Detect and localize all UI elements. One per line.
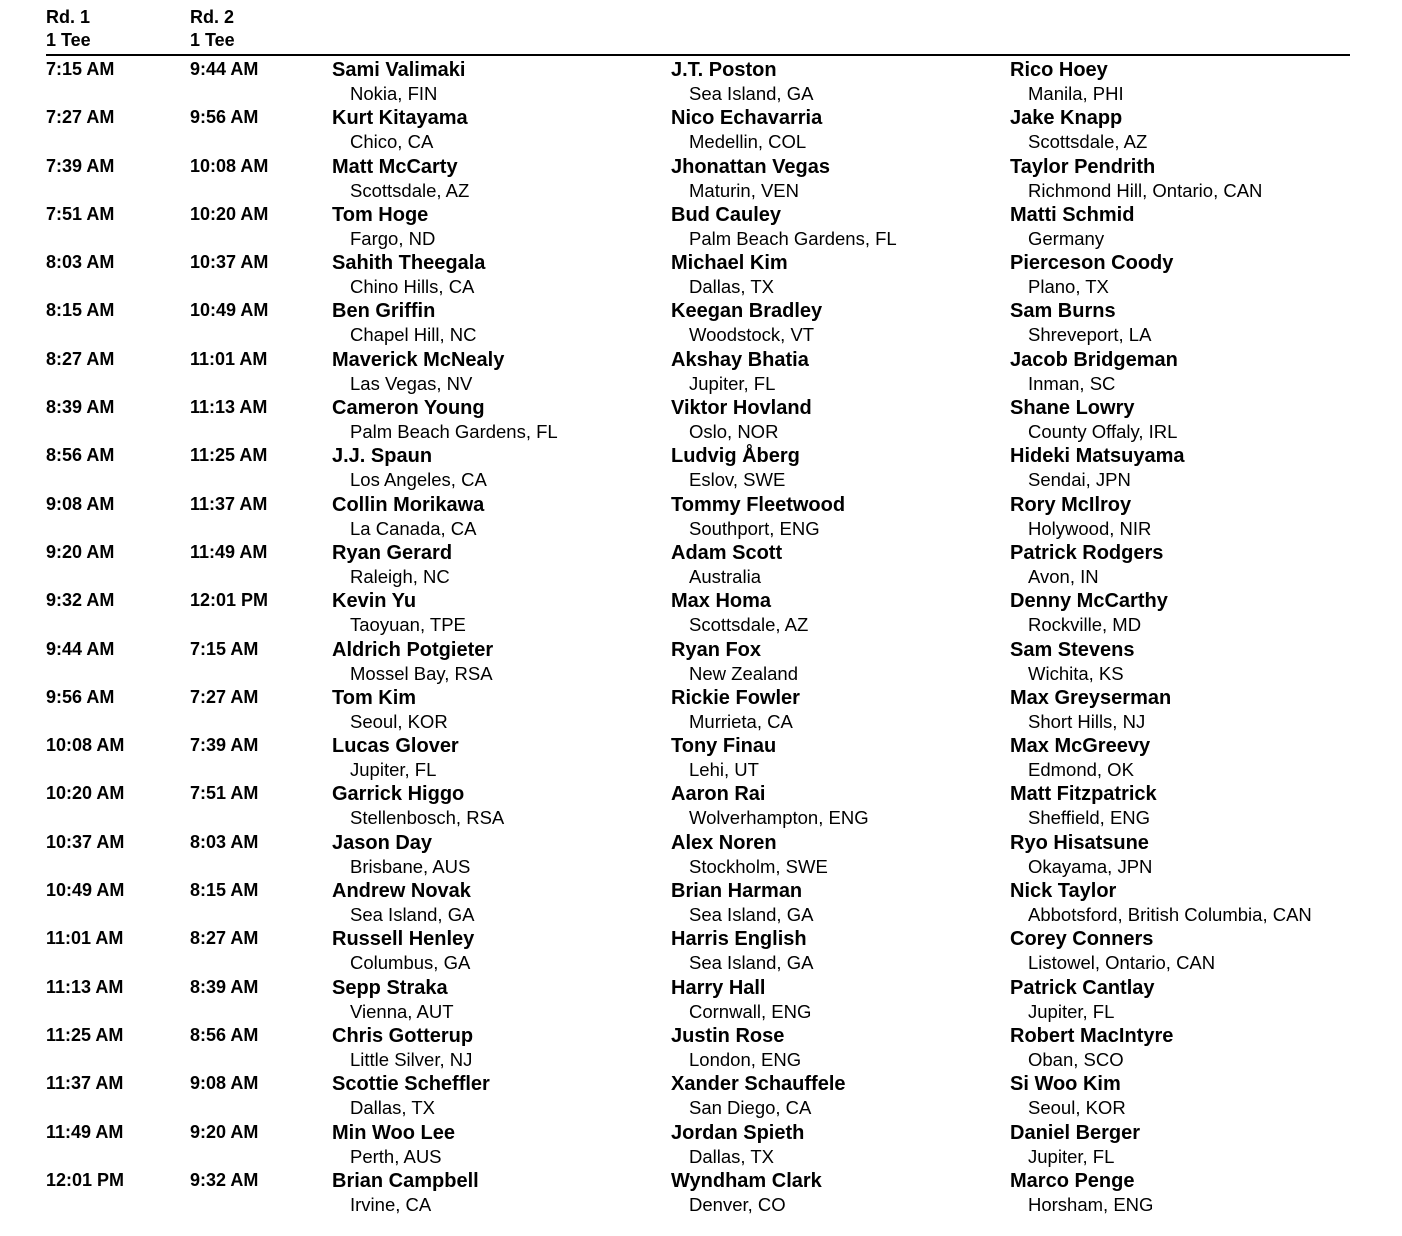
round2-time: 10:37 AM	[190, 252, 269, 273]
round1-time: 11:13 AM	[46, 976, 124, 997]
player-hometown: Brisbane, AUS	[350, 855, 471, 877]
player-name: Taylor Pendrith	[1010, 155, 1156, 178]
tee-time-row	[0, 1024, 1402, 1072]
round1-time: 8:03 AM	[46, 252, 115, 273]
player-name: Tom Kim	[332, 686, 417, 709]
player-name: Michael Kim	[671, 252, 788, 275]
round1-time: 9:44 AM	[46, 638, 115, 659]
player-name: Scottie Scheffler	[332, 1073, 490, 1096]
player-hometown: Chico, CA	[350, 131, 434, 153]
header-divider	[46, 54, 1350, 56]
player-name: Matt McCarty	[332, 155, 458, 178]
column-header	[0, 6, 1402, 54]
round2-time: 7:39 AM	[190, 735, 259, 756]
player-hometown: Chapel Hill, NC	[350, 324, 477, 346]
player-entry	[671, 782, 869, 829]
player-name: Corey Conners	[1010, 928, 1154, 951]
player-name: Sahith Theegala	[332, 252, 486, 275]
player-entry	[1010, 1121, 1140, 1168]
player-hometown: New Zealand	[689, 662, 799, 684]
player-entry	[671, 638, 798, 685]
player-entry	[671, 589, 808, 636]
player-name: Hideki Matsuyama	[1010, 445, 1185, 468]
player-hometown: Okayama, JPN	[1028, 855, 1153, 877]
player-entry	[332, 879, 474, 926]
round2-header	[190, 6, 235, 52]
player-hometown: Manila, PHI	[1028, 83, 1124, 104]
player-name: Alex Noren	[671, 831, 777, 854]
player-hometown: Horsham, ENG	[1028, 1193, 1154, 1215]
player-entry	[332, 348, 504, 395]
player-hometown: Edmond, OK	[1028, 759, 1134, 781]
round2-time: 12:01 PM	[190, 590, 269, 611]
player-hometown: Germany	[1028, 227, 1105, 249]
round2-time: 11:25 AM	[190, 445, 268, 466]
tee-time-row	[0, 251, 1402, 299]
player-hometown: Southport, ENG	[689, 517, 820, 539]
player-hometown: Vienna, AUT	[350, 1000, 454, 1022]
player-hometown: Maturin, VEN	[689, 179, 800, 201]
player-hometown: Seoul, KOR	[1028, 1097, 1126, 1119]
round1-time: 10:49 AM	[46, 880, 125, 901]
round1-time: 11:25 AM	[46, 1024, 124, 1045]
player-name: Robert MacIntyre	[1010, 1024, 1174, 1047]
player-entry	[332, 493, 484, 540]
player-hometown: Sea Island, GA	[689, 952, 814, 974]
player-hometown: Raleigh, NC	[350, 565, 450, 587]
player-name: Lucas Glover	[332, 735, 459, 758]
round2-time: 11:37 AM	[190, 493, 268, 514]
player-entry	[1010, 348, 1178, 395]
player-hometown: Nokia, FIN	[350, 83, 438, 104]
tee-time-row	[0, 638, 1402, 686]
round2-time: 7:15 AM	[190, 638, 259, 659]
round2-time: 8:39 AM	[190, 976, 259, 997]
player-hometown: La Canada, CA	[350, 517, 477, 539]
player-hometown: Eslov, SWE	[689, 469, 786, 491]
round2-time: 10:08 AM	[190, 155, 269, 176]
player-name: Sepp Straka	[332, 976, 448, 999]
round2-time: 9:56 AM	[190, 107, 259, 128]
player-hometown: Palm Beach Gardens, FL	[350, 421, 558, 443]
player-entry	[1010, 1169, 1153, 1216]
round1-time: 7:15 AM	[46, 59, 115, 79]
tee-time-row	[0, 58, 1402, 106]
player-hometown: Shreveport, LA	[1028, 324, 1152, 346]
player-hometown: Oban, SCO	[1028, 1048, 1124, 1070]
player-entry	[1010, 493, 1151, 540]
player-name: Harris English	[671, 928, 807, 951]
player-hometown: Rockville, MD	[1028, 614, 1142, 636]
player-name: Garrick Higgo	[332, 783, 465, 806]
player-entry	[671, 396, 812, 443]
round1-time: 9:32 AM	[46, 590, 115, 611]
player-name: Jacob Bridgeman	[1010, 348, 1178, 371]
player-hometown: Cornwall, ENG	[689, 1000, 812, 1022]
player-name: Aldrich Potgieter	[332, 638, 494, 661]
player-hometown: Jupiter, FL	[689, 372, 776, 394]
player-entry	[671, 1072, 846, 1119]
round1-time: 12:01 PM	[46, 1169, 125, 1190]
player-name: Akshay Bhatia	[671, 348, 809, 371]
player-hometown: Medellin, COL	[689, 131, 807, 153]
round2-time: 8:15 AM	[190, 880, 259, 901]
round2-label: Rd. 2	[190, 7, 235, 27]
player-name: Aaron Rai	[671, 783, 766, 806]
player-name: Ryan Gerard	[332, 541, 453, 564]
round1-time: 7:39 AM	[46, 155, 115, 176]
player-name: Sam Burns	[1010, 300, 1116, 323]
player-hometown: Los Angeles, CA	[350, 469, 487, 491]
player-entry	[1010, 927, 1215, 974]
player-name: Jake Knapp	[1010, 107, 1123, 130]
player-entry	[671, 155, 830, 202]
player-name: Si Woo Kim	[1010, 1073, 1121, 1096]
round1-time: 8:56 AM	[46, 445, 115, 466]
player-entry	[671, 927, 813, 974]
player-entry	[332, 831, 470, 878]
player-hometown: Scottsdale, AZ	[350, 179, 470, 201]
player-hometown: Holywood, NIR	[1028, 517, 1152, 539]
tee-time-row	[0, 1072, 1402, 1120]
player-name: Keegan Bradley	[671, 300, 823, 323]
round2-tee: 1 Tee	[190, 30, 235, 50]
player-name: J.T. Poston	[671, 59, 777, 81]
player-entry	[332, 203, 435, 250]
player-hometown: Stockholm, SWE	[689, 855, 828, 877]
player-entry	[1010, 251, 1173, 298]
player-entry	[332, 589, 466, 636]
round2-time: 10:20 AM	[190, 203, 269, 224]
player-name: Rickie Fowler	[671, 686, 800, 709]
player-hometown: Avon, IN	[1028, 565, 1099, 587]
player-entry	[332, 155, 469, 202]
player-name: Andrew Novak	[332, 880, 471, 903]
player-hometown: Wolverhampton, ENG	[689, 807, 869, 829]
player-entry	[332, 299, 476, 346]
player-hometown: Oslo, NOR	[689, 421, 779, 443]
round1-time: 10:20 AM	[46, 783, 125, 804]
tee-time-row	[0, 976, 1402, 1024]
player-entry	[671, 251, 788, 298]
tee-time-row	[0, 831, 1402, 879]
player-hometown: Columbus, GA	[350, 952, 471, 974]
tee-time-row	[0, 734, 1402, 782]
player-entry	[332, 1121, 455, 1168]
player-hometown: Sea Island, GA	[350, 904, 475, 926]
round1-time: 8:27 AM	[46, 348, 115, 369]
player-hometown: Murrieta, CA	[689, 710, 793, 732]
player-entry	[671, 879, 813, 926]
player-entry	[1010, 299, 1151, 346]
player-entry	[332, 444, 487, 491]
round1-time: 8:39 AM	[46, 397, 115, 418]
round2-time: 11:01 AM	[190, 348, 268, 369]
player-name: Rory McIlroy	[1010, 493, 1132, 516]
player-entry	[1010, 541, 1163, 588]
player-entry	[332, 1072, 490, 1119]
player-hometown: Sea Island, GA	[689, 83, 814, 104]
player-hometown: Little Silver, NJ	[350, 1048, 473, 1070]
player-entry	[1010, 396, 1177, 443]
player-entry	[332, 541, 452, 588]
round1-time: 10:37 AM	[46, 831, 125, 852]
player-hometown: Taoyuan, TPE	[350, 614, 466, 636]
player-hometown: Listowel, Ontario, CAN	[1028, 952, 1216, 974]
player-hometown: Perth, AUS	[350, 1145, 442, 1167]
player-entry	[1010, 879, 1312, 926]
player-name: Jason Day	[332, 831, 433, 854]
tee-time-row	[0, 879, 1402, 927]
player-name: Patrick Cantlay	[1010, 976, 1155, 999]
player-hometown: Lehi, UT	[689, 759, 759, 781]
player-hometown: Dallas, TX	[350, 1097, 435, 1119]
tee-time-row	[0, 299, 1402, 347]
tee-time-row	[0, 106, 1402, 154]
player-entry	[332, 396, 558, 443]
player-name: Ludvig Åberg	[671, 445, 800, 468]
round1-time: 11:49 AM	[46, 1121, 124, 1142]
tee-time-row	[0, 782, 1402, 830]
player-name: Collin Morikawa	[332, 493, 485, 516]
round2-time: 11:49 AM	[190, 541, 268, 562]
player-name: Denny McCarthy	[1010, 590, 1168, 613]
player-entry	[332, 1169, 479, 1216]
player-name: Sami Valimaki	[332, 59, 466, 81]
player-entry	[671, 106, 822, 153]
player-entry	[671, 299, 822, 346]
player-hometown: Jupiter, FL	[1028, 1000, 1115, 1022]
player-name: Brian Harman	[671, 880, 803, 903]
player-name: J.J. Spaun	[332, 445, 433, 468]
player-entry	[1010, 203, 1134, 250]
player-name: Max McGreevy	[1010, 735, 1151, 758]
player-hometown: Jupiter, FL	[350, 759, 437, 781]
player-name: Patrick Rodgers	[1010, 541, 1164, 564]
player-name: Wyndham Clark	[671, 1169, 822, 1192]
round2-time: 9:20 AM	[190, 1121, 259, 1142]
round2-time: 11:13 AM	[190, 397, 268, 418]
player-hometown: Scottsdale, AZ	[689, 614, 809, 636]
player-name: Ben Griffin	[332, 300, 436, 323]
round2-time: 9:32 AM	[190, 1169, 259, 1190]
player-hometown: Abbotsford, British Columbia, CAN	[1028, 904, 1312, 926]
player-name: Harry Hall	[671, 976, 766, 999]
player-name: Adam Scott	[671, 541, 783, 564]
player-hometown: Sheffield, ENG	[1028, 807, 1151, 829]
round1-tee: 1 Tee	[46, 30, 91, 50]
player-hometown: Wichita, KS	[1028, 662, 1124, 684]
player-name: Matti Schmid	[1010, 203, 1135, 226]
player-hometown: Stellenbosch, RSA	[350, 807, 505, 829]
tee-time-row	[0, 1169, 1402, 1217]
player-name: Daniel Berger	[1010, 1121, 1141, 1144]
player-entry	[332, 58, 465, 105]
player-hometown: Jupiter, FL	[1028, 1145, 1115, 1167]
player-name: Sam Stevens	[1010, 638, 1135, 661]
tee-time-row	[0, 541, 1402, 589]
player-entry	[1010, 106, 1147, 153]
player-entry	[671, 976, 811, 1023]
player-name: Tommy Fleetwood	[671, 493, 846, 516]
player-name: Jordan Spieth	[671, 1121, 805, 1144]
player-hometown: Inman, SC	[1028, 372, 1116, 394]
player-entry	[1010, 444, 1185, 491]
player-hometown: Seoul, KOR	[350, 710, 448, 732]
round1-time: 10:08 AM	[46, 735, 125, 756]
round1-time: 9:20 AM	[46, 541, 115, 562]
player-name: Cameron Young	[332, 397, 485, 420]
player-entry	[671, 686, 800, 733]
player-entry	[671, 203, 897, 250]
player-hometown: London, ENG	[689, 1048, 802, 1070]
player-name: Marco Penge	[1010, 1169, 1135, 1192]
player-name: Matt Fitzpatrick	[1010, 783, 1157, 806]
player-hometown: Woodstock, VT	[689, 324, 815, 346]
player-name: Kurt Kitayama	[332, 107, 468, 130]
player-name: Rico Hoey	[1010, 59, 1108, 81]
tee-time-row	[0, 589, 1402, 637]
player-hometown: Richmond Hill, Ontario, CAN	[1028, 179, 1263, 201]
player-entry	[671, 444, 800, 491]
player-hometown: Denver, CO	[689, 1193, 786, 1215]
player-entry	[332, 638, 493, 685]
round2-time: 7:51 AM	[190, 783, 259, 804]
tee-time-row	[0, 493, 1402, 541]
player-name: Min Woo Lee	[332, 1121, 455, 1144]
player-entry	[332, 782, 504, 829]
player-hometown: Short Hills, NJ	[1028, 710, 1146, 732]
player-hometown: Chino Hills, CA	[350, 276, 475, 298]
player-hometown: Sendai, JPN	[1028, 469, 1131, 491]
player-entry	[671, 348, 809, 395]
player-hometown: Sea Island, GA	[689, 904, 814, 926]
tee-time-row	[0, 927, 1402, 975]
player-entry	[1010, 589, 1168, 636]
player-entry	[1010, 58, 1124, 105]
player-entry	[671, 734, 776, 781]
player-entry	[1010, 976, 1155, 1023]
player-hometown: Las Vegas, NV	[350, 372, 473, 394]
round1-time: 8:15 AM	[46, 300, 115, 321]
round2-time: 7:27 AM	[190, 686, 259, 707]
player-entry	[1010, 782, 1157, 829]
player-name: Russell Henley	[332, 928, 475, 951]
player-entry	[1010, 155, 1262, 202]
player-entry	[671, 1169, 822, 1216]
player-entry	[671, 493, 845, 540]
player-entry	[671, 831, 828, 878]
player-name: Justin Rose	[671, 1024, 785, 1047]
player-name: Kevin Yu	[332, 590, 417, 613]
player-entry	[671, 1024, 801, 1071]
round1-time: 9:08 AM	[46, 493, 115, 514]
tee-time-row	[0, 444, 1402, 492]
tee-time-row	[0, 396, 1402, 444]
round1-label: Rd. 1	[46, 7, 91, 27]
player-name: Nick Taylor	[1010, 880, 1117, 903]
player-entry	[332, 106, 468, 153]
round1-header	[46, 6, 91, 52]
player-hometown: Palm Beach Gardens, FL	[689, 227, 897, 249]
player-hometown: Scottsdale, AZ	[1028, 131, 1148, 153]
player-entry	[1010, 734, 1150, 781]
player-entry	[1010, 831, 1152, 878]
player-name: Bud Cauley	[671, 203, 782, 226]
round1-time: 11:37 AM	[46, 1073, 124, 1094]
player-name: Chris Gotterup	[332, 1024, 474, 1047]
round2-time: 9:08 AM	[190, 1073, 259, 1094]
player-entry	[1010, 686, 1171, 733]
player-name: Tom Hoge	[332, 203, 429, 226]
tee-times-list	[0, 58, 1402, 1217]
player-hometown: San Diego, CA	[689, 1097, 812, 1119]
round1-time: 7:27 AM	[46, 107, 115, 128]
round2-time: 8:27 AM	[190, 928, 259, 949]
player-name: Tony Finau	[671, 735, 777, 758]
player-entry	[332, 976, 454, 1023]
round2-time: 9:44 AM	[190, 59, 259, 79]
player-hometown: Dallas, TX	[689, 276, 774, 298]
player-hometown: County Offaly, IRL	[1028, 421, 1178, 443]
player-entry	[1010, 1024, 1173, 1071]
player-name: Ryan Fox	[671, 638, 762, 661]
player-entry	[1010, 1072, 1126, 1119]
player-name: Shane Lowry	[1010, 397, 1135, 420]
player-entry	[671, 541, 782, 588]
player-entry	[671, 58, 813, 105]
player-entry	[332, 251, 485, 298]
player-entry	[332, 927, 474, 974]
round1-time: 7:51 AM	[46, 203, 115, 224]
player-entry	[1010, 638, 1135, 685]
player-entry	[332, 686, 448, 733]
player-name: Jhonattan Vegas	[671, 155, 830, 178]
player-name: Viktor Hovland	[671, 397, 812, 420]
round2-time: 8:03 AM	[190, 831, 259, 852]
player-hometown: Dallas, TX	[689, 1145, 774, 1167]
player-entry	[332, 734, 459, 781]
tee-time-row	[0, 686, 1402, 734]
player-hometown: Plano, TX	[1028, 276, 1109, 298]
player-name: Max Homa	[671, 590, 772, 613]
player-hometown: Australia	[689, 565, 761, 587]
player-name: Xander Schauffele	[671, 1073, 846, 1096]
tee-time-row	[0, 1121, 1402, 1169]
player-hometown: Fargo, ND	[350, 227, 436, 249]
player-name: Max Greyserman	[1010, 686, 1172, 709]
player-entry	[332, 1024, 473, 1071]
player-name: Maverick McNealy	[332, 348, 505, 371]
tee-time-row	[0, 155, 1402, 203]
player-name: Brian Campbell	[332, 1169, 479, 1192]
player-name: Ryo Hisatsune	[1010, 831, 1149, 854]
tee-time-row	[0, 348, 1402, 396]
player-entry	[671, 1121, 804, 1168]
player-hometown: Mossel Bay, RSA	[350, 662, 493, 684]
player-name: Nico Echavarria	[671, 107, 823, 130]
round2-time: 8:56 AM	[190, 1024, 259, 1045]
round2-time: 10:49 AM	[190, 300, 269, 321]
tee-time-row	[0, 203, 1402, 251]
player-name: Pierceson Coody	[1010, 252, 1174, 275]
round1-time: 11:01 AM	[46, 928, 124, 949]
round1-time: 9:56 AM	[46, 686, 115, 707]
player-hometown: Irvine, CA	[350, 1193, 432, 1215]
